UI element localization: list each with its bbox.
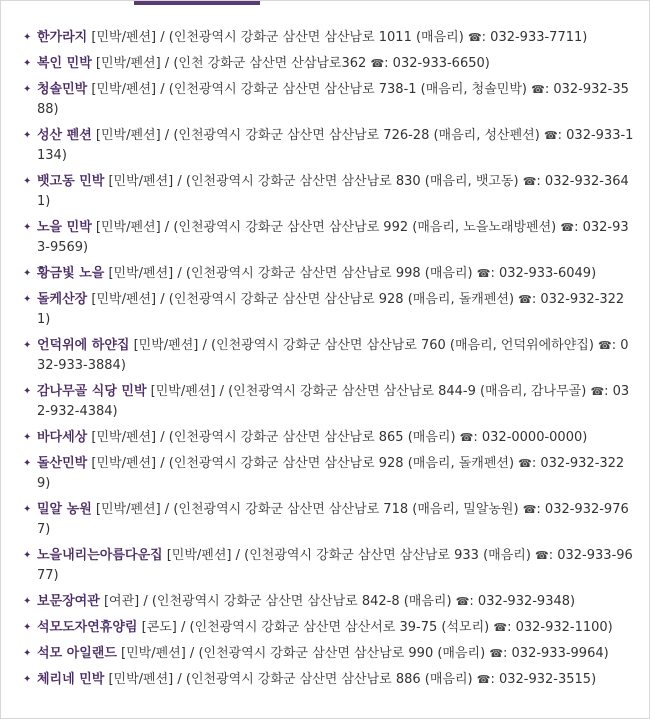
bullet-icon: ✦ — [23, 58, 32, 69]
lodging-address: (인천광역시 강화군 삼산면 삼산남로 998 (매음리) — [185, 266, 473, 281]
bullet-icon: ✦ — [23, 648, 32, 659]
lodging-entry: ✦ 성산 펜션 [민박/펜션] / (인천광역시 강화군 삼산면 삼산남로 726-28 (매음리, 성산펜션) ☎: 032-933-1134) — [23, 128, 634, 163]
lodging-phone: : 032-933-6049) — [490, 266, 597, 281]
phone-icon: ☎ — [543, 129, 558, 142]
lodging-name-link[interactable]: 복인 민박 — [37, 56, 92, 71]
lodging-name-link[interactable]: 노을 민박 — [37, 220, 92, 235]
lodging-address: (인천광역시 강화군 삼산면 삼산남로 842-8 (매음리) — [151, 594, 452, 609]
phone-icon: ☎ — [489, 647, 504, 660]
lodging-address: (인천광역시 강화군 삼산면 삼산남로 928 (매음리, 돌캐펜션) — [168, 292, 515, 307]
lodging-entry: ✦ 언덕위에 하얀집 [민박/펜션] / (인천광역시 강화군 삼산면 삼산남로 760 (매음리, 언덕위에하얀집) ☎: 032-933-3884) — [23, 338, 629, 373]
bullet-icon: ✦ — [23, 504, 32, 515]
lodging-category: [민박/펜션] — [91, 82, 157, 97]
lodging-address: (인천광역시 강화군 삼산면 삼산남로 992 (매음리, 노을노래방펜션) — [173, 220, 557, 235]
lodging-name-link[interactable]: 체리네 민박 — [37, 672, 105, 687]
lodging-category: [콘도] — [141, 620, 177, 635]
lodging-category: [민박/펜션] — [91, 292, 157, 307]
phone-icon: ☎ — [598, 339, 612, 352]
lodging-entry: ✦ 보문장여관 [여관] / (인천광역시 강화군 삼산면 삼산남로 842-8 (매음리) ☎: 032-932-9348) — [23, 592, 635, 612]
lodging-category: [민박/펜션] — [150, 384, 216, 399]
phone-icon: ☎ — [370, 57, 385, 70]
phone-icon: ☎ — [467, 31, 482, 44]
lodging-entry: ✦ 노을 민박 [민박/펜션] / (인천광역시 강화군 삼산면 삼산남로 992 (매음리, 노을노래방펜션) ☎: 032-933-9569) — [23, 220, 629, 255]
lodging-category: [민박/펜션] — [95, 56, 161, 71]
lodging-name-link[interactable]: 성산 펜션 — [37, 128, 92, 143]
lodging-phone: : 032-0000-0000) — [473, 430, 588, 445]
lodging-name-link[interactable]: 언덕위에 하얀집 — [37, 338, 130, 353]
lodging-phone: : 032-933-1134) — [37, 128, 634, 163]
lodging-category: [민박/펜션] — [121, 646, 186, 661]
bullet-icon: ✦ — [23, 32, 32, 43]
lodging-entry: ✦ 청솔민박 [민박/펜션] / (인천광역시 강화군 삼산면 삼산남로 738-1 (매음리, 청솔민박) ☎: 032-932-3588) — [23, 82, 629, 117]
lodging-entry: ✦ 노을내리는아름다운집 [민박/펜션] / (인천광역시 강화군 삼산면 삼산남로 933 (매음리) ☎: 032-933-9677) — [23, 548, 633, 583]
lodging-name-link[interactable]: 보문장여관 — [37, 594, 100, 609]
lodging-phone: : 032-932-3229) — [37, 456, 625, 491]
lodging-address: (인천광역시 강화군 삼산면 삼산남로 933 (매음리) — [244, 548, 531, 563]
lodging-category: [민박/펜션] — [95, 502, 161, 517]
lodging-phone: : 032-932-4384) — [37, 384, 630, 419]
lodging-category: [민박/펜션] — [166, 548, 232, 563]
bullet-icon: ✦ — [23, 268, 32, 279]
lodging-phone: : 032-933-3884) — [37, 338, 629, 373]
lodging-address: (인천광역시 강화군 삼산면 삼산남로 928 (매음리, 돌캐펜션) — [168, 456, 515, 471]
lodging-phone: : 032-933-6650) — [384, 56, 490, 71]
lodging-entry: ✦ 밀알 농원 [민박/펜션] / (인천광역시 강화군 삼산면 삼산남로 718 (매음리, 밀알농원) ☎: 032-932-9767) — [23, 502, 629, 537]
lodging-address: (인천광역시 강화군 삼산면 삼산서로 39-75 (석모리) — [189, 620, 490, 635]
lodging-entry: ✦ 황금빛 노을 [민박/펜션] / (인천광역시 강화군 삼산면 삼산남로 998 (매음리) ☎: 032-933-6049) — [23, 264, 635, 284]
phone-icon: ☎ — [476, 267, 491, 280]
lodging-address: (인천광역시 강화군 삼산면 삼산남로 726-28 (매음리, 성산펜션) — [173, 128, 540, 143]
lodging-name-link[interactable]: 바다세상 — [37, 430, 88, 445]
lodging-address: (인천광역시 강화군 삼산면 삼산남로 718 (매음리, 밀알농원) — [173, 502, 519, 517]
lodging-list — [23, 28, 635, 696]
lodging-name-link[interactable]: 노을내리는아름다운집 — [37, 548, 163, 563]
lodging-phone: : 032-933-7711) — [481, 30, 588, 45]
lodging-name-link[interactable]: 황금빛 노을 — [37, 266, 105, 281]
lodging-category: [여관] — [103, 594, 140, 609]
lodging-entry: ✦ 돌산민박 [민박/펜션] / (인천광역시 강화군 삼산면 삼산남로 928 (매음리, 돌캐펜션) ☎: 032-932-3229) — [23, 456, 625, 491]
lodging-category: [민박/펜션] — [108, 672, 174, 687]
lodging-phone: : 032-933-9569) — [37, 220, 629, 255]
phone-icon: ☎ — [518, 293, 532, 306]
bullet-icon: ✦ — [23, 432, 32, 443]
lodging-name-link[interactable]: 석모도자연휴양림 — [37, 620, 138, 635]
bullet-icon: ✦ — [23, 550, 32, 561]
lodging-entry: ✦ 석모 아일랜드 [민박/펜션] / (인천광역시 강화군 삼산면 삼산남로 990 (매음리) ☎: 032-933-9964) — [23, 644, 635, 664]
lodging-name-link[interactable]: 돌산민박 — [37, 456, 88, 471]
lodging-name-link[interactable]: 뱃고동 민박 — [37, 174, 105, 189]
lodging-address: (인천광역시 강화군 삼산면 삼산남로 738-1 (매음리, 청솔민박) — [168, 82, 527, 97]
lodging-address: (인천광역시 강화군 삼산면 삼산남로 865 (매음리) — [168, 430, 456, 445]
bullet-icon: ✦ — [23, 84, 32, 95]
lodging-phone: : 032-932-3515) — [490, 672, 597, 687]
lodging-entry: ✦ 한가라지 [민박/펜션] / (인천광역시 강화군 삼산면 삼산남로 1011 (매음리) ☎: 032-933-7711) — [23, 28, 635, 48]
lodging-name-link[interactable]: 돌케산장 — [37, 292, 88, 307]
lodging-phone: : 032-932-9348) — [469, 594, 576, 609]
phone-icon: ☎ — [459, 431, 474, 444]
lodging-entry: ✦ 돌케산장 [민박/펜션] / (인천광역시 강화군 삼산면 삼산남로 928 (매음리, 돌캐펜션) ☎: 032-932-3221) — [23, 292, 625, 327]
lodging-entry: ✦ 복인 민박 [민박/펜션] / (인천 강화군 삼산면 산삼남로362 ☎: 032-933-6650) — [23, 54, 635, 74]
lodging-entry: ✦ 뱃고동 민박 [민박/펜션] / (인천광역시 강화군 삼산면 삼산남로 830 (매음리, 뱃고동) ☎: 032-932-3641) — [23, 174, 629, 209]
lodging-category: [민박/펜션] — [133, 338, 199, 353]
bullet-icon: ✦ — [23, 674, 32, 685]
bullet-icon: ✦ — [23, 294, 32, 305]
lodging-address: (인천광역시 강화군 삼산면 삼산남로 1011 (매음리) — [168, 30, 464, 45]
lodging-category: [민박/펜션] — [91, 430, 157, 445]
lodging-category: [민박/펜션] — [91, 456, 157, 471]
bullet-icon: ✦ — [23, 222, 32, 233]
lodging-category: [민박/펜션] — [108, 174, 174, 189]
phone-icon: ☎ — [522, 503, 537, 516]
lodging-entry: ✦ 석모도자연휴양림 [콘도] / (인천광역시 강화군 삼산면 삼산서로 39-75 (석모리) ☎: 032-932-1100) — [23, 618, 635, 638]
lodging-address: (인천 강화군 삼산면 산삼남로362 — [173, 56, 367, 71]
phone-icon: ☎ — [476, 673, 491, 686]
lodging-address: (인천광역시 강화군 삼산면 삼산남로 760 (매음리, 언덕위에하얀집) — [211, 338, 594, 353]
lodging-phone: : 032-933-9964) — [503, 646, 609, 661]
phone-icon: ☎ — [531, 83, 545, 96]
lodging-name-link[interactable]: 감나무골 식당 민박 — [37, 384, 147, 399]
phone-icon: ☎ — [590, 385, 605, 398]
bullet-icon: ✦ — [23, 458, 32, 469]
bullet-icon: ✦ — [23, 386, 32, 397]
phone-icon: ☎ — [535, 549, 549, 562]
bullet-icon: ✦ — [23, 596, 32, 607]
bullet-icon: ✦ — [23, 130, 32, 141]
lodging-name-link[interactable]: 청솔민박 — [37, 82, 88, 97]
bullet-icon: ✦ — [23, 340, 32, 351]
lodging-name-link[interactable]: 밀알 농원 — [37, 502, 92, 517]
lodging-entry: ✦ 감나무골 식당 민박 [민박/펜션] / (인천광역시 강화군 삼산면 삼산남로 844-9 (매음리, 감나무골) ☎: 032-932-4384) — [23, 384, 630, 419]
lodging-category: [민박/펜션] — [95, 128, 161, 143]
lodging-address: (인천광역시 강화군 삼산면 삼산남로 990 (매음리) — [198, 646, 486, 661]
lodging-phone: : 032-932-3641) — [37, 174, 629, 209]
lodging-phone: : 032-933-9677) — [37, 548, 633, 583]
phone-icon: ☎ — [493, 621, 508, 634]
lodging-name-link[interactable]: 석모 아일랜드 — [37, 646, 117, 661]
lodging-category: [민박/펜션] — [95, 220, 161, 235]
phone-icon: ☎ — [518, 457, 532, 470]
lodging-phone: : 032-932-9767) — [37, 502, 629, 537]
bullet-icon: ✦ — [23, 176, 32, 187]
lodging-address: (인천광역시 강화군 삼산면 삼산남로 886 (매음리) — [185, 672, 473, 687]
lodging-phone: : 032-932-1100) — [507, 620, 613, 635]
lodging-address: (인천광역시 강화군 삼산면 삼산남로 844-9 (매음리, 감나무골) — [228, 384, 587, 399]
lodging-entry: ✦ 바다세상 [민박/펜션] / (인천광역시 강화군 삼산면 삼산남로 865 (매음리) ☎: 032-0000-0000) — [23, 428, 635, 448]
lodging-phone: : 032-932-3221) — [37, 292, 625, 327]
phone-icon: ☎ — [455, 595, 470, 608]
lodging-entry: ✦ 체리네 민박 [민박/펜션] / (인천광역시 강화군 삼산면 삼산남로 886 (매음리) ☎: 032-932-3515) — [23, 670, 635, 690]
lodging-address: (인천광역시 강화군 삼산면 삼산남로 830 (매음리, 뱃고동) — [185, 174, 519, 189]
lodging-category: [민박/펜션] — [91, 30, 157, 45]
phone-icon: ☎ — [560, 221, 575, 234]
phone-icon: ☎ — [522, 175, 537, 188]
lodging-name-link[interactable]: 한가라지 — [37, 30, 88, 45]
lodging-phone: : 032-932-3588) — [37, 82, 629, 117]
active-tab-indicator — [134, 1, 260, 5]
bullet-icon: ✦ — [23, 622, 32, 633]
lodging-category: [민박/펜션] — [108, 266, 174, 281]
